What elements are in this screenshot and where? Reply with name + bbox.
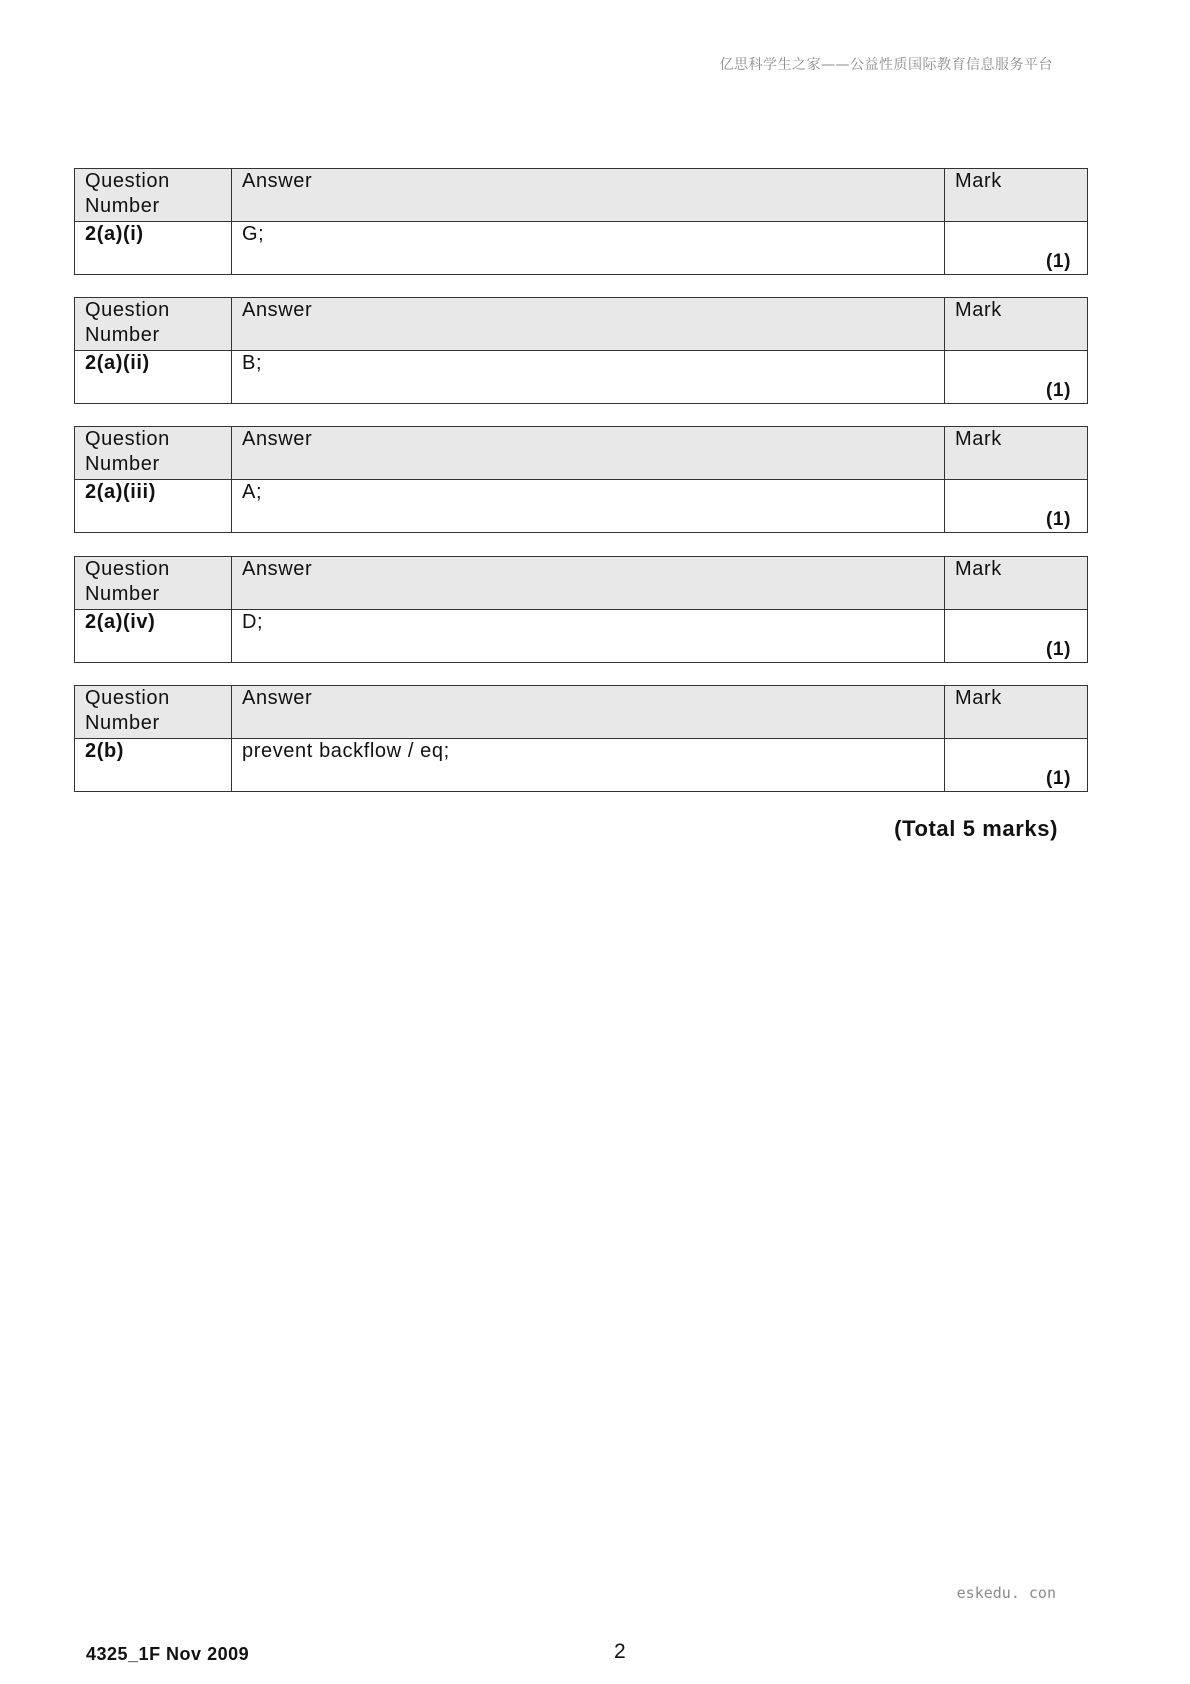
page-number: 2 [614, 1640, 626, 1663]
mark-header: Mark [945, 557, 1088, 610]
table-row [75, 222, 1088, 275]
table-row [75, 480, 1088, 533]
table-row [75, 739, 1088, 792]
answer-header: Answer [232, 686, 945, 739]
mark-header: Mark [945, 686, 1088, 739]
question-number-header: Question Number [75, 557, 232, 610]
question-number-header: Question Number [75, 427, 232, 480]
question-number: 2(a)(iii) [75, 480, 232, 533]
question-number: 2(a)(ii) [75, 351, 232, 404]
mark-header: Mark [945, 427, 1088, 480]
table-header-row [75, 686, 1088, 739]
question-number: 2(b) [75, 739, 232, 792]
question-number: 2(a)(iv) [75, 610, 232, 663]
mark-scheme-table [74, 685, 1088, 792]
answer-cell: A; [232, 480, 945, 533]
answer-cell: G; [232, 222, 945, 275]
mark-value: (1) [1045, 380, 1071, 401]
mark-cell [945, 351, 1088, 404]
mark-header: Mark [945, 298, 1088, 351]
table-header-row [75, 557, 1088, 610]
mark-value: (1) [1045, 509, 1071, 530]
mark-scheme-table [74, 556, 1088, 663]
mark-cell [945, 610, 1088, 663]
mark-cell [945, 480, 1088, 533]
answer-header: Answer [232, 557, 945, 610]
paper-code: 4325_1F Nov 2009 [86, 1644, 250, 1664]
question-number-header: Question Number [75, 686, 232, 739]
answer-header: Answer [232, 298, 945, 351]
mark-cell [945, 222, 1088, 275]
answer-cell: prevent backflow / eq; [232, 739, 945, 792]
table-header-row [75, 169, 1088, 222]
mark-header: Mark [945, 169, 1088, 222]
answer-cell: D; [232, 610, 945, 663]
total-marks: (Total 5 marks) [894, 816, 1058, 841]
mark-value: (1) [1045, 251, 1071, 272]
answer-header: Answer [232, 169, 945, 222]
mark-cell [945, 739, 1088, 792]
mark-scheme-table [74, 297, 1088, 404]
table-row [75, 351, 1088, 404]
footer-watermark: eskedu. con [956, 1584, 1056, 1602]
answer-cell: B; [232, 351, 945, 404]
question-number-header: Question Number [75, 298, 232, 351]
answer-header: Answer [232, 427, 945, 480]
mark-value: (1) [1045, 768, 1071, 789]
question-number: 2(a)(i) [75, 222, 232, 275]
table-header-row [75, 427, 1088, 480]
question-number-header: Question Number [75, 169, 232, 222]
table-header-row [75, 298, 1088, 351]
mark-value: (1) [1045, 639, 1071, 660]
mark-scheme-table [74, 426, 1088, 533]
mark-scheme-table [74, 168, 1088, 275]
header-watermark: 亿思科学生之家——公益性质国际教育信息服务平台 [719, 57, 1053, 73]
table-row [75, 610, 1088, 663]
